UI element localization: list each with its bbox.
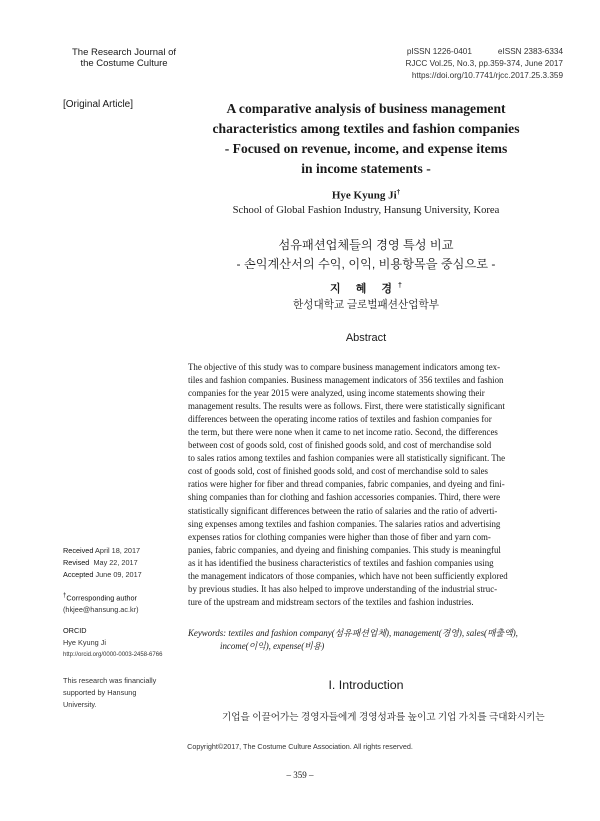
journal-name [64,47,184,69]
article-title [186,99,546,179]
abstract-line: ture of the upstream and midstream sectors of the textiles and fashion industries. [188,596,474,607]
accepted-date: June 09, 2017 [95,570,142,579]
affiliation: School of Global Fashion Industry, Hansung University, Korea [232,205,500,216]
eissn: eISSN 2383-6334 [497,47,563,56]
revised-date: May 22, 2017 [93,558,138,567]
doi-link[interactable]: https://doi.org/10.7741/rjcc.2017.25.3.359 [411,71,563,80]
copyright: Copyright©2017, The Costume Culture Association. All rights reserved. [187,742,413,751]
intro-heading: I. Introduction [328,678,404,692]
journal-name-line: the Costume Culture [80,58,168,69]
title-line: characteristics among textiles and fashion companies [212,121,520,136]
corresponding-block [63,590,181,616]
volume-line: RJCC Vol.25, No.3, pp.359-374, June 2017 [405,59,563,68]
korean-author-name: 지 혜 경 [330,283,399,295]
abstract-body [188,361,539,609]
article-type: [Original Article] [63,99,134,110]
orcid-label: ORCID [63,626,87,636]
pissn: pISSN 1226-0401 [406,47,472,56]
abstract-line: ratios were higher for fiber and thread companies, fabric companies, and dyeing and fini- [188,479,505,490]
korean-author-mark: † [398,282,402,290]
abstract-line: panies, fabric companies, and dyeing and finishing companies. This study is meaningful [188,544,501,555]
abstract-line: by previous studies. It has also helped to improve understanding of the industrial struc- [188,583,498,594]
korean-title-line: 섬유패션업체들의 경영 특성 비교 [278,238,454,252]
article-info-sidebar [63,545,181,711]
abstract-line: between cost of goods sold, cost of finished goods sold, and cost of merchandise sold [188,440,492,451]
corresponding-label: Corresponding author [66,593,137,603]
abstract-line: differences between the operating income ratios of textiles and fashion companies for [188,414,492,425]
title-line: A comparative analysis of business management [226,101,506,116]
abstract-line: the term, but there were none when it came to net income ratio. Second, the differences [188,427,498,438]
abstract-line: statistically significant differences between the ratio of salaries and the ratio of adverti- [188,505,498,516]
accepted-label: Accepted [63,570,94,579]
abstract-line: companies for the year 2015 were analyzed, using income statements showing their [188,388,485,399]
funding-line: This research was financially [63,676,157,686]
dates-block [63,545,181,581]
abstract-line: tiles and fashion companies. Business management indicators of 356 textiles and fashion [188,375,504,386]
received-date: April 18, 2017 [95,546,141,555]
abstract-line: sing expenses among textiles and fashion companies. The salaries ratios and advertising [188,518,501,529]
abstract-line: expenses ratios for clothing companies were higher than those of fiber and yarn com- [188,531,491,542]
received-label: Received [63,546,94,555]
intro-first-line: 기업을 이끌어가는 경영자들에게 경영성과를 높이고 기업 가치를 극대화시키는 [222,712,545,723]
abstract-line: cost of goods sold, cost of finished goods sold, and cost of merchandise sold to sales [188,466,488,477]
author-name: Hye Kyung Ji [331,189,397,202]
author [186,188,546,202]
journal-meta [406,46,564,82]
keywords-label: Keywords: [188,628,227,638]
orcid-name: Hye Kyung Ji [63,638,106,648]
title-line: in income statements - [301,161,431,176]
korean-author [186,280,546,296]
korean-affiliation: 한성대학교 글로벌패션산업학부 [293,300,439,311]
abstract-line: management results. The results were as follows. First, there were statistically significant [188,401,505,412]
abstract-line: The objective of this study was to compare business management indicators among tex- [188,362,501,372]
funding-line: University. [63,700,97,710]
abstract-heading: Abstract [345,332,387,344]
orcid-block [63,625,181,661]
keywords-text: textiles and fashion company(섬유패션업체), management(경영), sales(매출액), income(이익), expense(비용) [220,628,518,651]
corresponding-email[interactable]: (hkjee@hansung.ac.kr) [63,605,139,615]
abstract-line: as it has identified the business characteristics of textiles and fashion companies using [188,557,494,568]
korean-title-line: - 손익계산서의 수익, 이익, 비용항목을 중심으로 - [236,257,496,271]
revised-label: Revised [63,558,90,567]
keywords [188,627,539,653]
funding-note [63,675,181,711]
funding-line: supported by Hansung [63,688,137,698]
page-number: – 359 – [286,770,314,780]
korean-title [186,236,546,274]
abstract-line: to sales ratios among textiles and fashion companies were all statistically significant. The [188,453,506,464]
title-line: - Focused on revenue, income, and expense items [224,141,508,156]
corresponding-mark: † [63,592,67,599]
journal-name-line: The Research Journal of [71,47,177,58]
abstract-line: the management indicators of those companies, which have not been sufficiently explored [188,570,508,581]
orcid-link[interactable]: http://orcid.org/0000-0003-2458-6766 [63,652,163,659]
abstract-line: shing companies than for clothing and fashion accessories companies. Third, there were [188,492,501,503]
author-mark: † [396,188,401,196]
